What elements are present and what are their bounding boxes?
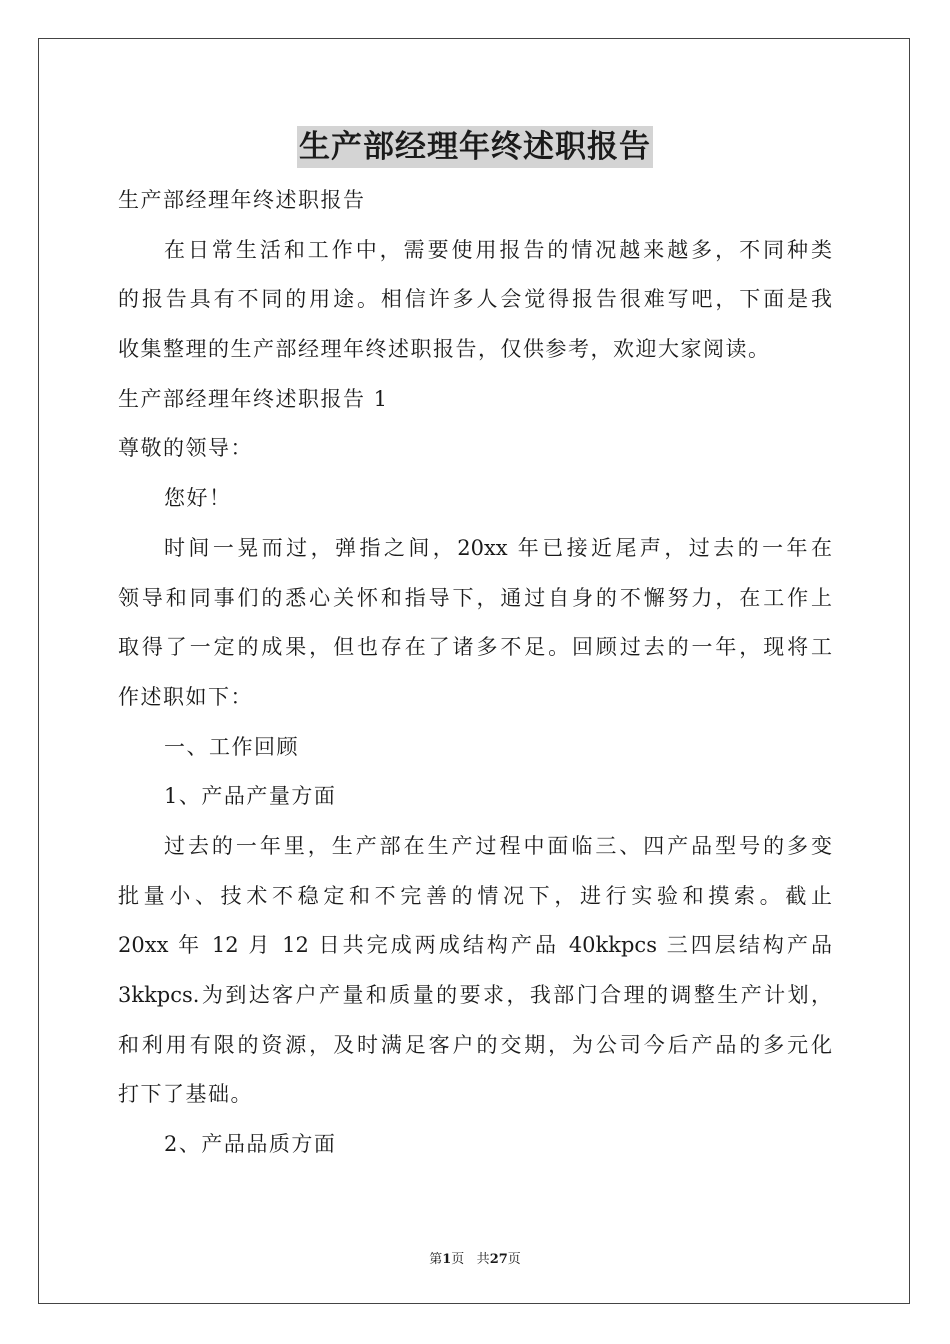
text-line: 作述职如下：: [118, 684, 253, 709]
text-line: 生产部经理年终述职报告 1: [118, 386, 389, 411]
text-line: 的报告具有不同的用途。相信许多人会觉得报告很难写吧，下面是我: [118, 287, 832, 312]
text-line: 在日常生活和工作中，需要使用报告的情况越来越多，不同种类: [164, 237, 832, 262]
text-line: 收集整理的生产部经理年终述职报告，仅供参考，欢迎大家阅读。: [118, 337, 771, 362]
text-line: 打下了基础。: [118, 1082, 253, 1107]
total-pages: 27: [489, 1252, 508, 1267]
document-body: [118, 176, 832, 1170]
total-prefix: 共: [476, 1252, 490, 1267]
text-line: 您好！: [164, 486, 232, 511]
text-line: 生产部经理年终述职报告: [118, 188, 366, 212]
text-line: 20xx 年 12 月 12 日共完成两成结构产品 40kkpcs 三四层结构产品: [118, 933, 832, 958]
page-suffix: 页: [451, 1252, 465, 1267]
text-line: 取得了一定的成果，但也存在了诸多不足。回顾过去的一年，现将工: [118, 635, 832, 660]
total-suffix: 页: [507, 1252, 521, 1267]
page-number: 1: [442, 1252, 452, 1267]
text-line: 过去的一年里，生产部在生产过程中面临三、四产品型号的多变: [164, 833, 832, 858]
text-line: 一、工作回顾: [164, 734, 299, 759]
text-line: 3kkpcs.为到达客户产量和质量的要求，我部门合理的调整生产计划，: [118, 983, 832, 1007]
text-line: 尊敬的领导：: [118, 436, 253, 461]
text-line: 2、产品品质方面: [164, 1132, 337, 1157]
text-line: 批量小、技术不稳定和不完善的情况下，进行实验和摸索。截止: [118, 883, 832, 908]
text-line: 和利用有限的资源，及时满足客户的交期，为公司今后产品的多元化: [118, 1032, 832, 1057]
page-footer: [0, 1248, 950, 1267]
text-line: 领导和同事们的悉心关怀和指导下，通过自身的不懈努力，在工作上: [118, 585, 832, 610]
title-container: [0, 126, 950, 168]
text-line: 1、产品产量方面: [164, 784, 337, 809]
document-title: 生产部经理年终述职报告: [297, 126, 653, 168]
page-prefix: 第: [429, 1252, 443, 1267]
text-line: 时间一晃而过，弹指之间，20xx 年已接近尾声，过去的一年在: [164, 535, 832, 560]
